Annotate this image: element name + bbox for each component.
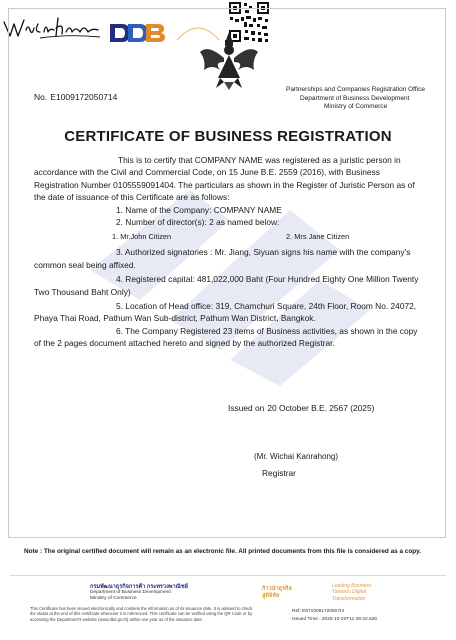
director-entry: 1. Mr.John Citizen bbox=[112, 232, 172, 242]
slogan-english-line: Leading Business bbox=[332, 583, 372, 589]
certificate-body bbox=[34, 154, 424, 350]
slogan-english-line: Towards Digital bbox=[332, 589, 366, 596]
item-head-office: 5. Location of Head office: 319, Chamchuri Square, 24th Floor, Room No. 24072, Phaya Thai Road, Pathum Wan Sub-district, Pathum Wan District, Bangkok. bbox=[34, 301, 417, 324]
item-business-activities: 6. The Company Registered 23 items of Business activities, as shown in the copy of the 2 pages document attached hereto and signed by the authorized Registrar. bbox=[34, 325, 418, 349]
slogan-english bbox=[332, 583, 392, 602]
office-line: Ministry of Commerce bbox=[324, 103, 388, 110]
dbd-english-name: Department of Business Development bbox=[90, 590, 171, 595]
footer-divider bbox=[10, 575, 446, 576]
director-entry: 2. Mrs Jane Citizen bbox=[286, 232, 350, 242]
directors-list bbox=[34, 231, 424, 246]
dbd-thai-name: กรมพัฒนาธุรกิจการค้า กระทรวงพาณิชย์ bbox=[90, 584, 188, 590]
office-line: Department of Business Development bbox=[300, 94, 410, 102]
registrar-title: Registrar bbox=[262, 468, 296, 478]
garuda-emblem-icon bbox=[198, 30, 260, 92]
certificate-title: CERTIFICATE OF BUSINESS REGISTRATION bbox=[64, 128, 392, 145]
slogan-thai-line: สู่ดิจิทัล bbox=[262, 593, 280, 599]
electronic-copy-note: Note : The original certified document will remain as an electronic file. All printed documents from this file is considered as a copy. bbox=[24, 548, 422, 555]
issuing-office bbox=[286, 86, 436, 112]
item-director-count: 2. Number of director(s): 2 as named below: bbox=[116, 217, 280, 228]
item-signatories: 3. Authorized signatories : Mr. Jiang, Siyuan signs his name with the company's common seal being affixed. bbox=[34, 247, 411, 270]
office-line: Partnerships and Companies Registration Office bbox=[286, 86, 425, 93]
footer-disclaimer: This Certificate has been issued electronically and contains the information as of its issuance date. It is advised to check the status at the end of this certificate whenever it is referenced. This certificate can be verified using the QR Code or by accessing the Department's website (www.dbd.go.th) within one year as of the issuance date. bbox=[30, 606, 253, 622]
certificate-number: No. E1009172050714 bbox=[34, 92, 118, 102]
issued-timestamp: Issued Time : 2025-10-20T11:49:42.628 bbox=[292, 617, 377, 622]
issued-date: Issued on 20 October B.E. 2567 (2025) bbox=[228, 403, 375, 413]
item-capital: 4. Registered capital: 481,022,000 Baht (Four Hundred Eighty One Million Twenty Two Thousand Baht Only) bbox=[34, 274, 419, 297]
ministry-english-name: Ministry of Commerce bbox=[90, 596, 137, 601]
registrar-name: (Mr. Wichai Kanrahong) bbox=[254, 452, 339, 461]
slogan-thai-line: ก้าวนำธุรกิจ bbox=[262, 586, 292, 592]
reference-number: Ref: E6710091720507I4 bbox=[292, 609, 345, 614]
slogan-english-line: Transformation bbox=[332, 595, 366, 602]
item-company-name: 1. Name of the Company: COMPANY NAME bbox=[116, 204, 282, 215]
intro-paragraph: This is to certify that COMPANY NAME was registered as a juristic person in accordance with the Civil and Commercial Code, on 15 June B.E. 2559 (2016), with Business Registration Number 0105559091404. The particulars as shown in the Register of Juristic Person as of the date of issuance of this Certificate are as follows: bbox=[34, 155, 415, 203]
